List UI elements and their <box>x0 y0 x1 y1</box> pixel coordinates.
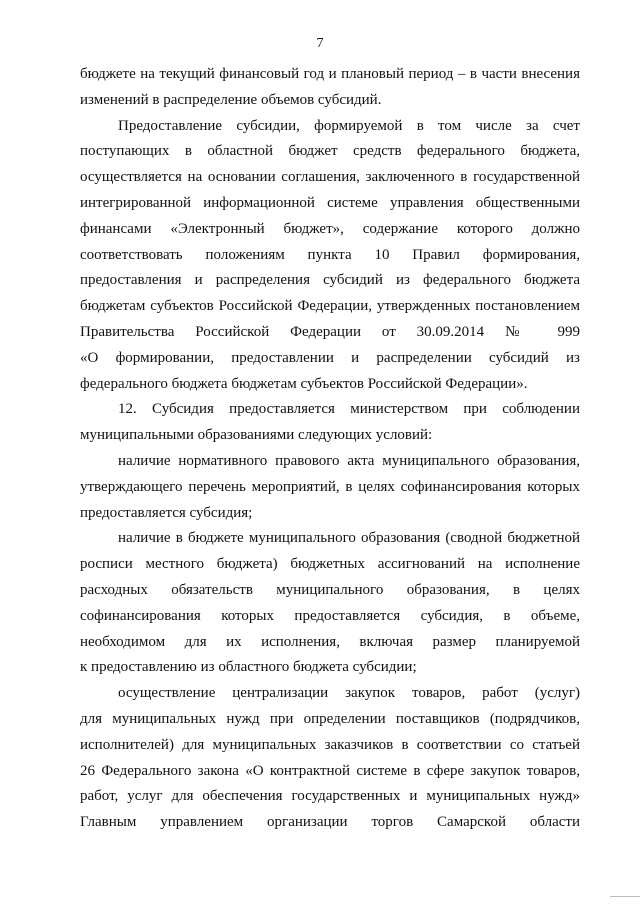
text-line: расходных обязательств муниципального образования, в целях <box>80 581 580 598</box>
paragraph-condition-legal-act <box>80 449 580 526</box>
page-number: 7 <box>316 36 324 51</box>
paragraph-condition-procurement <box>80 681 580 836</box>
text-line: интегрированной информационной системе управления общественными <box>80 194 580 211</box>
text-line: осуществление централизации закупок товаров, работ (услуг) <box>118 685 580 702</box>
text-line: наличие нормативного правового акта муниципального образования, <box>118 452 580 469</box>
text-line: федерального бюджета бюджетам субъектов Российской Федерации». <box>80 375 528 392</box>
text-line: Правительства Российской Федерации от 30.09.2014 № 999 <box>80 323 580 340</box>
text-line: 12. Субсидия предоставляется министерством при соблюдении <box>118 401 580 418</box>
text-line: исполнителей) для муниципальных заказчиков в соответствии со статьей <box>80 736 580 753</box>
text-line: бюджетам субъектов Российской Федерации, утвержденных постановлением <box>80 298 580 315</box>
text-line: Предоставление субсидии, формируемой в том числе за счет <box>118 117 580 134</box>
paragraph-budget-changes <box>80 62 580 114</box>
paragraph-item-12 <box>80 397 580 449</box>
text-line: предоставления и распределения субсидий из федерального бюджета <box>80 272 580 289</box>
text-line: изменений в распределение объемов субсидий. <box>80 91 382 108</box>
paragraph-subsidy-agreement <box>80 114 580 398</box>
text-line: к предоставлению из областного бюджета субсидии; <box>80 659 417 676</box>
text-line: наличие в бюджете муниципального образования (сводной бюджетной <box>118 530 580 547</box>
text-line: софинансирования которых предоставляется субсидия, в объеме, <box>80 607 580 624</box>
text-line: 26 Федерального закона «О контрактной системе в сфере закупок товаров, <box>80 762 580 779</box>
paragraph-condition-budget-allocations <box>80 526 580 681</box>
text-line: поступающих в областной бюджет средств федерального бюджета, <box>80 143 580 160</box>
text-line: необходимом для их исполнения, включая размер планируемой <box>80 633 580 650</box>
text-line: для муниципальных нужд при определении поставщиков (подрядчиков, <box>80 710 580 727</box>
text-line: осуществляется на основании соглашения, заключенного в государственной <box>80 169 580 186</box>
scan-edge-mark <box>610 896 640 897</box>
text-line: соответствовать положениям пункта 10 Правил формирования, <box>80 246 580 263</box>
text-line: бюджете на текущий финансовый год и плановый период – в части внесения <box>80 66 580 82</box>
text-line: муниципальными образованиями следующих условий: <box>80 427 433 444</box>
text-line: «О формировании, предоставлении и распределении субсидий из <box>80 349 580 366</box>
text-line: росписи местного бюджета) бюджетных ассигнований на исполнение <box>80 556 580 573</box>
text-line: предоставляется субсидия; <box>80 504 253 521</box>
text-line: Главным управлением организации торгов Самарской области <box>80 814 580 831</box>
text-line: работ, услуг для обеспечения государственных и муниципальных нужд» <box>80 788 580 805</box>
text-line: финансами «Электронный бюджет», содержание которого должно <box>80 220 580 237</box>
text-line: утверждающего перечень мероприятий, в целях софинансирования которых <box>80 478 580 495</box>
document-body <box>80 62 580 836</box>
